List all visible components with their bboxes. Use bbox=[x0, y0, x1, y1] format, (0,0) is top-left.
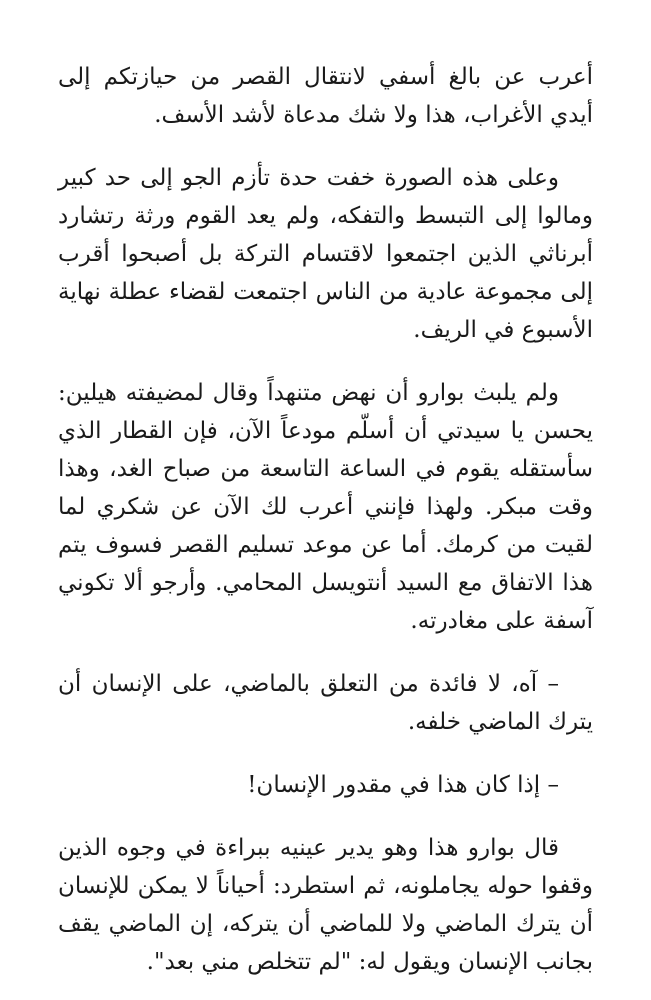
paragraph-continuation: أعرب عن بالغ أسفي لانتقال القصر من حيازتكم إلى أيدي الأغراب، هذا ولا شك مدعاة لأشد الأسف. bbox=[58, 64, 593, 128]
paragraph-poirot-past: قال بوارو هذا وهو يدير عينيه ببراءة في وجوه الذين وقفوا حوله يجاملونه، ثم استطرد: أحياناً لا يمكن للإنسان أن يترك الماضي ولا للماضي أن يتركه، إن الماضي يقف بجانب الإنسان ويقول له: "لم تتخلص مني بعد". bbox=[58, 835, 593, 975]
dialogue-line-1: – آه، لا فائدة من التعلق بالماضي، على الإنسان أن يترك الماضي خلفه. bbox=[58, 671, 593, 735]
dialogue-line-2: – إذا كان هذا في مقدور الإنسان! bbox=[247, 772, 559, 798]
paragraph-atmosphere: وعلى هذه الصورة خفت حدة تأزم الجو إلى حد كبير ومالوا إلى التبسط والتفكه، ولم يعد القوم ورثة رتشارد أبرناثي الذين اجتمعوا لاقتسام التركة بل أصبحوا أقرب إلى مجموعة عادية من الناس اجتمعت لقضاء عطلة نهاية الأسبوع في الريف. bbox=[58, 165, 593, 343]
paragraph-poirot-farewell: ولم يلبث بوارو أن نهض متنهداً وقال لمضيفته هيلين: يحسن يا سيدتي أن أسلّم مودعاً الآن، فإن القطار الذي سأستقله يقوم في الساعة التاسعة من صباح الغد، وهذا وقت مبكر. ولهذا فإنني أعرب لك الآن عن شكري لما لقيت من كرمك. أما عن موعد تسليم القصر فسوف يتم هذا الاتفاق مع السيد أنتويسل المحامي. وأرجو ألا تكوني آسفة على مغادرته. bbox=[58, 380, 593, 634]
